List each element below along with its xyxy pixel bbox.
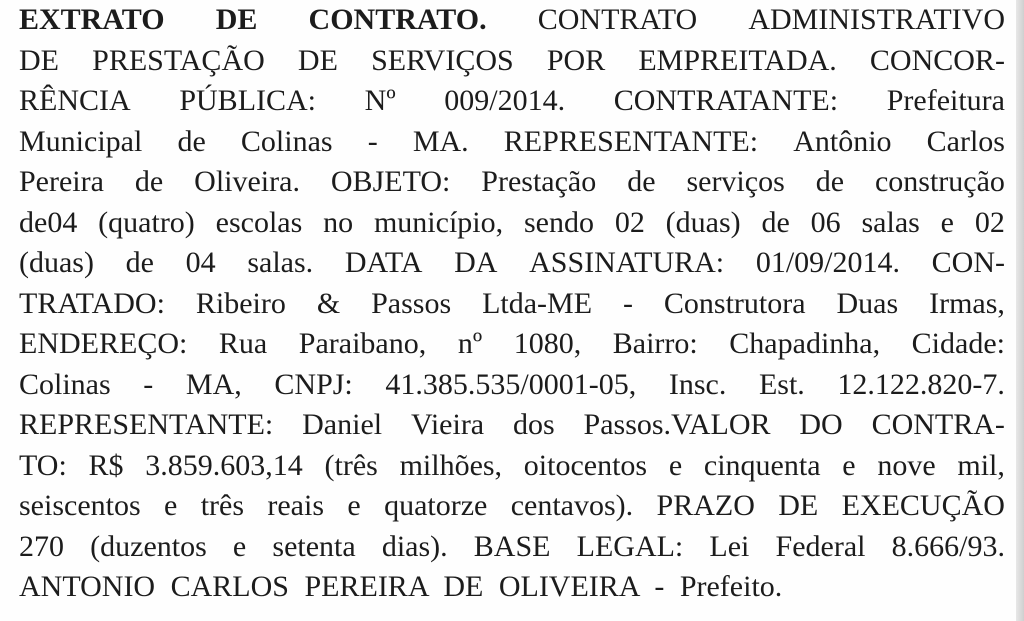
word: Est. xyxy=(758,367,805,401)
word: cinquenta xyxy=(703,448,821,482)
word: Pereira xyxy=(19,165,104,198)
text-line-15 xyxy=(19,567,1005,608)
word: CONTRATANTE: xyxy=(613,84,839,117)
word: Daniel xyxy=(302,408,383,441)
word: DE xyxy=(443,570,484,603)
word: - xyxy=(622,286,633,320)
text-line-11 xyxy=(19,405,1005,446)
word: centavos). xyxy=(510,489,634,522)
word: setenta xyxy=(272,529,356,563)
word: (três xyxy=(324,448,378,482)
word: SERVIÇOS xyxy=(371,43,514,77)
text-line-8 xyxy=(19,284,1005,325)
word: PEREIRA xyxy=(304,570,428,603)
word: sendo xyxy=(523,205,594,239)
word: DA xyxy=(454,246,498,279)
word: Ribeiro xyxy=(195,286,286,320)
word: serviços xyxy=(686,165,785,198)
word: de xyxy=(815,165,845,198)
word: de04 xyxy=(19,205,78,239)
text-line-13 xyxy=(19,486,1005,527)
word: Prefeito. xyxy=(679,570,783,603)
word: MA. xyxy=(412,124,469,158)
word: três xyxy=(200,489,245,522)
word: Vieira xyxy=(410,408,485,441)
word: e xyxy=(668,448,683,482)
word: escolas xyxy=(215,205,303,239)
word: EXECUÇÃO xyxy=(841,489,1005,522)
word: e xyxy=(940,205,954,239)
word: Prefeitura xyxy=(886,84,1005,117)
word: DATA xyxy=(344,246,423,279)
word: Colinas xyxy=(240,124,333,158)
word: Oliveira. xyxy=(194,165,300,198)
word: mil, xyxy=(957,448,1005,482)
word: de xyxy=(177,124,206,158)
word: no xyxy=(323,205,354,239)
word: CONCOR- xyxy=(869,43,1005,77)
word: CARLOS xyxy=(170,570,289,603)
word: - xyxy=(367,124,378,158)
word: quatorze xyxy=(384,489,488,522)
word: MA, xyxy=(185,367,242,401)
word: Construtora xyxy=(663,286,806,320)
word: DO xyxy=(799,408,843,441)
text-line-7 xyxy=(19,243,1005,284)
word: de xyxy=(125,246,154,279)
word: reais xyxy=(267,489,325,522)
contract-extract-text xyxy=(19,0,1005,608)
word: Insc. xyxy=(668,367,727,401)
page-edge-shadow xyxy=(1016,0,1024,621)
text-line-9 xyxy=(19,324,1005,365)
word: Bairro: xyxy=(612,327,698,360)
word: e xyxy=(347,489,361,522)
word: PRESTAÇÃO xyxy=(92,43,265,77)
word: de xyxy=(761,205,790,239)
word: 02 xyxy=(614,205,645,239)
word: 8.666/93. xyxy=(891,529,1005,563)
word: - xyxy=(143,367,154,401)
text-line-6 xyxy=(19,203,1005,244)
word: nove xyxy=(877,448,936,482)
word: 12.122.820-7. xyxy=(837,367,1005,401)
word: Rua xyxy=(218,327,268,360)
word: 06 xyxy=(810,205,841,239)
word: de xyxy=(134,165,164,198)
word: Antônio xyxy=(793,124,892,158)
word: oitocentos xyxy=(523,448,648,482)
word: Passos.VALOR xyxy=(583,408,771,441)
text-line-5 xyxy=(19,162,1005,203)
word: Chapadinha, xyxy=(729,327,881,360)
word: OLIVEIRA xyxy=(498,570,639,603)
word: BASE xyxy=(473,529,551,563)
word: CNPJ: xyxy=(274,367,353,401)
word: ASSINATURA: xyxy=(529,246,725,279)
word: milhões, xyxy=(399,448,503,482)
word: e xyxy=(232,529,247,563)
word: TRATADO: xyxy=(19,286,165,320)
word: e xyxy=(842,448,856,482)
word: CONTRA- xyxy=(871,408,1005,441)
word: Nº xyxy=(364,84,396,117)
word: DE xyxy=(778,489,819,522)
word: nº xyxy=(457,327,483,360)
word: EXTRATO xyxy=(19,3,165,36)
word: ADMINISTRATIVO xyxy=(748,3,1005,36)
word: EMPREITADA. xyxy=(638,43,837,77)
text-line-1 xyxy=(19,0,1005,41)
word: 270 xyxy=(19,529,64,563)
word: 04 xyxy=(185,246,216,279)
word: OBJETO: xyxy=(330,165,451,198)
word: CON- xyxy=(931,246,1005,279)
text-line-2 xyxy=(19,41,1005,82)
word: Cidade: xyxy=(911,327,1005,360)
word: CONTRATO. xyxy=(308,3,487,36)
word: construção xyxy=(874,165,1005,198)
word: R$ xyxy=(88,448,124,482)
word: 01/09/2014. xyxy=(755,246,900,279)
word: 009/2014. xyxy=(444,84,566,117)
word: Passos xyxy=(371,286,452,320)
word: 41.385.535/0001-05, xyxy=(385,367,637,401)
word: 1080, xyxy=(513,327,582,360)
word: e xyxy=(164,489,178,522)
word: REPRESENTANTE: xyxy=(503,124,759,158)
word: 3.859.603,14 xyxy=(145,448,303,482)
word: município, xyxy=(373,205,504,239)
text-line-10 xyxy=(19,365,1005,406)
word: RÊNCIA xyxy=(19,84,131,117)
text-line-4 xyxy=(19,122,1005,163)
text-line-14 xyxy=(19,527,1005,568)
word: REPRESENTANTE: xyxy=(19,408,274,441)
word: DE xyxy=(297,43,338,77)
word: DE xyxy=(215,3,258,36)
word: ENDEREÇO: xyxy=(19,327,188,360)
word: (duas) xyxy=(665,205,741,239)
text-line-12 xyxy=(19,446,1005,487)
word: Lei xyxy=(709,529,750,563)
word: dias). xyxy=(381,529,448,563)
word: Prestação xyxy=(481,165,597,198)
word: Ltda-ME xyxy=(482,286,593,320)
word: TO: xyxy=(19,448,67,482)
word: PÚBLICA: xyxy=(179,84,317,117)
word: DE xyxy=(19,43,59,77)
word: de xyxy=(627,165,656,198)
text-line-3 xyxy=(19,81,1005,122)
word: Colinas xyxy=(19,367,111,401)
word: dos xyxy=(512,408,555,441)
word: seiscentos xyxy=(19,489,141,522)
word: - xyxy=(654,570,665,603)
word: (duas) xyxy=(19,246,94,279)
word: ANTONIO xyxy=(19,570,156,603)
word: LEGAL: xyxy=(576,529,684,563)
word: PRAZO xyxy=(656,489,755,522)
word: Municipal xyxy=(19,124,143,158)
word: salas xyxy=(861,205,920,239)
word: Irmas, xyxy=(929,286,1005,320)
word: & xyxy=(316,286,341,320)
word: Duas xyxy=(836,286,899,320)
word: Paraibano, xyxy=(298,327,427,360)
word: (quatro) xyxy=(98,205,195,239)
word: salas. xyxy=(247,246,314,279)
word: (duzentos xyxy=(90,529,207,563)
word: POR xyxy=(546,43,606,77)
word: 02 xyxy=(974,205,1005,239)
word: Carlos xyxy=(926,124,1005,158)
word: CONTRATO xyxy=(537,3,698,36)
word: Federal xyxy=(775,529,866,563)
